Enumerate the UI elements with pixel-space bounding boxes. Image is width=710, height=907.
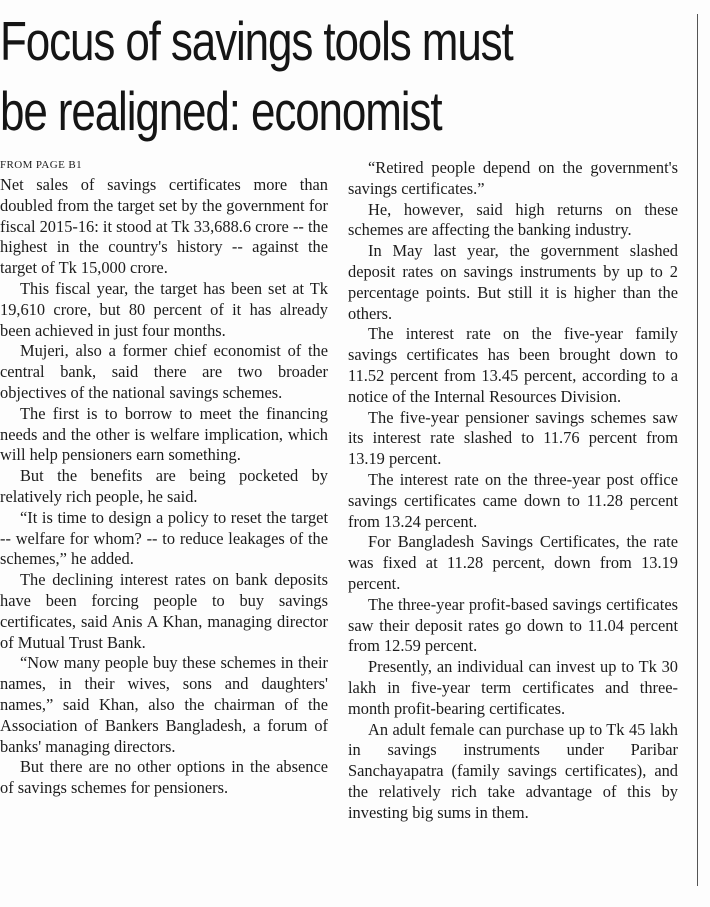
- paragraph: But the benefits are being pocketed by relatively rich people, he said.: [0, 466, 328, 506]
- article-headline: [0, 6, 680, 146]
- paragraph: “It is time to design a policy to reset the target -- welfare for whom? -- to reduce leakages of the schemes,” he added.: [0, 507, 328, 569]
- paragraph: Mujeri, also a former chief economist of the central bank, said there are two broader objectives of the national savings schemes.: [0, 341, 328, 402]
- paragraph: Net sales of savings certificates more than doubled from the target set by the government for fiscal 2015-16: it stood at Tk 33,688.6 crore -- the highest in the country's history -- against the target of Tk 15,000 crore.: [0, 175, 328, 278]
- paragraph: An adult female can purchase up to Tk 45 lakh in savings instruments under Paribar Sanchayapatra (family savings certificates), and the relatively rich take advantage of this by investing big sums in them.: [348, 719, 678, 822]
- paragraph: “Retired people depend on the government's savings certificates.”: [348, 158, 678, 198]
- paragraph: He, however, said high returns on these schemes are affecting the banking industry.: [348, 199, 678, 240]
- paragraph: The first is to borrow to meet the financing needs and the other is welfare implication, which will help pensioners earn something.: [0, 403, 328, 465]
- paragraph: Presently, an individual can invest up to Tk 30 lakh in five-year term certificates and three-month profit-bearing certificates.: [348, 657, 678, 718]
- column-rule: [697, 14, 698, 886]
- paragraph: This fiscal year, the target has been set at Tk 19,610 crore, but 80 percent of it has already been achieved in just four months.: [0, 278, 328, 340]
- paragraph: The interest rate on the three-year post office savings certificates came down to 11.28 percent from 13.24 percent.: [348, 469, 678, 531]
- paragraph: But there are no other options in the absence of savings schemes for pensioners.: [0, 757, 328, 798]
- paragraph: The interest rate on the five-year family savings certificates has been brought down to 11.52 percent from 13.45 percent, according to a notice of the Internal Resources Division.: [348, 324, 678, 406]
- paragraph: The declining interest rates on bank deposits have been forcing people to buy savings certificates, said Anis A Khan, managing director of Mutual Trust Bank.: [0, 570, 328, 652]
- article-column-right: [348, 158, 678, 824]
- headline-line-1: Focus of savings tools must: [0, 10, 513, 72]
- paragraph: The three-year profit-based savings certificates saw their deposit rates go down to 11.04 percent from 12.59 percent.: [348, 594, 678, 656]
- article-column-left: [0, 158, 328, 799]
- headline-line-2: be realigned: economist: [0, 80, 442, 142]
- paragraph: “Now many people buy these schemes in their names, in their wives, sons and daughters' names,” said Khan, also the chairman of the Association of Bankers Bangladesh, a forum of banks' managing directors.: [0, 653, 328, 756]
- paragraph: For Bangladesh Savings Certificates, the rate was fixed at 11.28 percent, down from 13.19 percent.: [348, 532, 678, 593]
- jump-label: FROM PAGE B1: [0, 159, 83, 171]
- paragraph: In May last year, the government slashed deposit rates on savings instruments by up to 2 percentage points. But still it is higher than the others.: [348, 241, 678, 323]
- paragraph: The five-year pensioner savings schemes saw its interest rate slashed to 11.76 percent from 13.19 percent.: [348, 407, 678, 469]
